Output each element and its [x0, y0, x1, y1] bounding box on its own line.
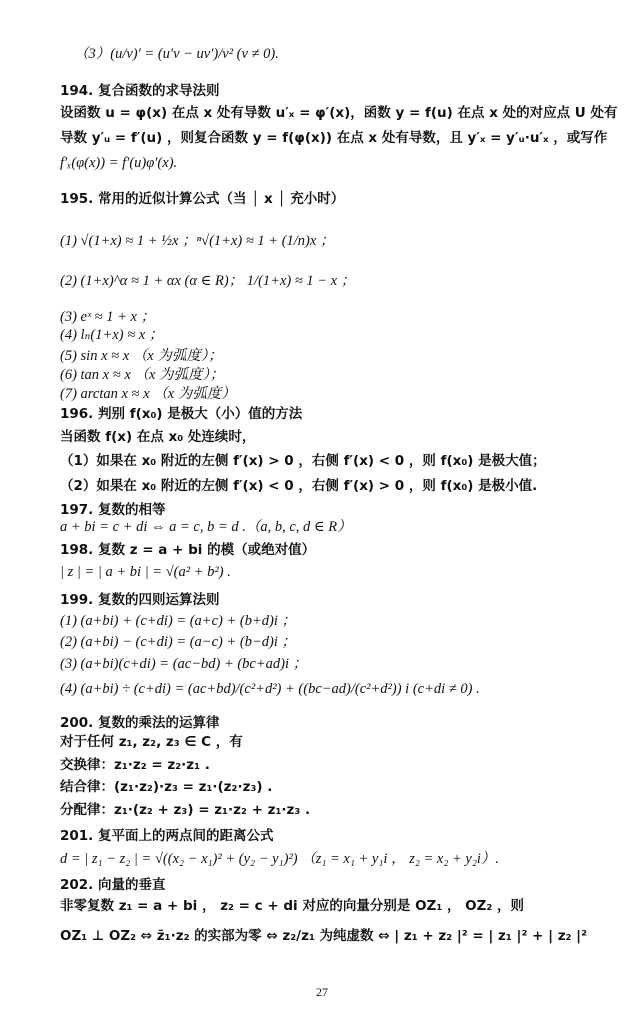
text-line-l32: 201. 复平面上的两点间的距离公式 [60, 828, 274, 844]
text-line-l19: a + bi = c + di ⇔ a = c, b = d .（a, b, c, d ∈ R） [60, 519, 352, 535]
text-line-l12: (6) tan x ≈ x （x 为弧度）； [60, 367, 225, 383]
text-line-l09: (3) eˣ ≈ 1 + x ； [60, 309, 156, 325]
text-line-l36: OZ₁ ⊥ OZ₂ ⇔ z̄₁·z₂ 的实部为零 ⇔ z₂/z₁ 为纯虚数 ⇔ | z₁ + z₂ |² = | z₁ |² + | z₂ |² [60, 928, 588, 944]
text-line-l27: 200. 复数的乘法的运算律 [60, 715, 220, 731]
text-line-l21: | z | = | a + bi | = √(a² + b²) . [60, 564, 231, 580]
page-number: 27 [316, 985, 328, 999]
text-line-l25: (3) (a+bi)(c+di) = (ac−bd) + (bc+ad)i ； [60, 656, 308, 672]
text-line-l28: 对于任何 z₁, z₂, z₃ ∈ C ，有 [60, 734, 243, 750]
text-line-l11: (5) sin x ≈ x （x 为弧度）； [60, 348, 223, 364]
text-line-l02: 194. 复合函数的求导法则 [60, 83, 220, 99]
text-line-l13: (7) arctan x ≈ x （x 为弧度） [60, 386, 236, 402]
text-line-l16: （1）如果在 x₀ 附近的左侧 f′(x) > 0 ，右侧 f′(x) < 0 ，则 f(x₀) 是极大值； [60, 453, 546, 469]
text-line-l26: (4) (a+bi) ÷ (c+di) = (ac+bd)/(c²+d²) + ((bc−ad)/(c²+d²)) i (c+di ≠ 0) . [60, 681, 480, 697]
text-line-l23: (1) (a+bi) + (c+di) = (a+c) + (b+d)i ； [60, 613, 296, 629]
text-line-l31: 分配律：z₁·(z₂ + z₃) = z₁·z₂ + z₁·z₃ . [60, 802, 311, 818]
text-line-l10: (4) lₙ(1+x) ≈ x ； [60, 327, 164, 343]
text-line-l22: 199. 复数的四则运算法则 [60, 592, 220, 608]
text-line-l29: 交换律：z₁·z₂ = z₂·z₁ . [60, 757, 210, 773]
text-line-l20: 198. 复数 z = a + bi 的模（或绝对值） [60, 542, 316, 558]
text-line-l15: 当函数 f(x) 在点 x₀ 处连续时， [60, 429, 256, 445]
text-line-l03: 设函数 u = φ(x) 在点 x 处有导数 u′ₓ = φ′(x)，函数 y = f(u) 在点 x 处的对应点 U 处有 [60, 105, 618, 121]
text-line-l33: d = | z₁ − z₂ | = √((x₂ − x₁)² + (y₂ − y₁)²) （z₁ = x₁ + y₁i ， z₂ = x₂ + y₂i）. [60, 851, 500, 867]
text-line-l08: (2) (1+x)^α ≈ 1 + αx (α ∈ R)； 1/(1+x) ≈ 1 − x ； [60, 273, 356, 289]
text-line-l30: 结合律：(z₁·z₂)·z₃ = z₁·(z₂·z₃) . [60, 779, 273, 795]
text-line-l14: 196. 判别 f(x₀) 是极大（小）值的方法 [60, 406, 303, 422]
text-line-l04: 导数 y′ᵤ = f′(u) ，则复合函数 y = f(φ(x)) 在点 x 处有导数，且 y′ₓ = y′ᵤ·u′ₓ ，或写作 [60, 130, 608, 146]
text-line-l06: 195. 常用的近似计算公式（当 │ x │ 充小时） [60, 191, 345, 207]
text-line-l18: 197. 复数的相等 [60, 502, 166, 518]
text-line-l34: 202. 向量的垂直 [60, 877, 166, 893]
text-line-l05: f′ₓ(φ(x)) = f′(u)φ′(x). [60, 155, 178, 171]
text-line-l01: （3）(u/v)′ = (u′v − uv′)/v² (v ≠ 0). [74, 46, 279, 62]
text-line-l24: (2) (a+bi) − (c+di) = (a−c) + (b−d)i ； [60, 634, 296, 650]
text-line-l17: （2）如果在 x₀ 附近的左侧 f′(x) < 0 ，右侧 f′(x) > 0 ，则 f(x₀) 是极小值. [60, 478, 538, 494]
text-line-l07: (1) √(1+x) ≈ 1 + ½x ；ⁿ√(1+x) ≈ 1 + (1/n)x ； [60, 233, 335, 249]
text-line-l35: 非零复数 z₁ = a + bi ， z₂ = c + di 对应的向量分别是 OZ₁ ， OZ₂ ，则 [60, 898, 525, 914]
